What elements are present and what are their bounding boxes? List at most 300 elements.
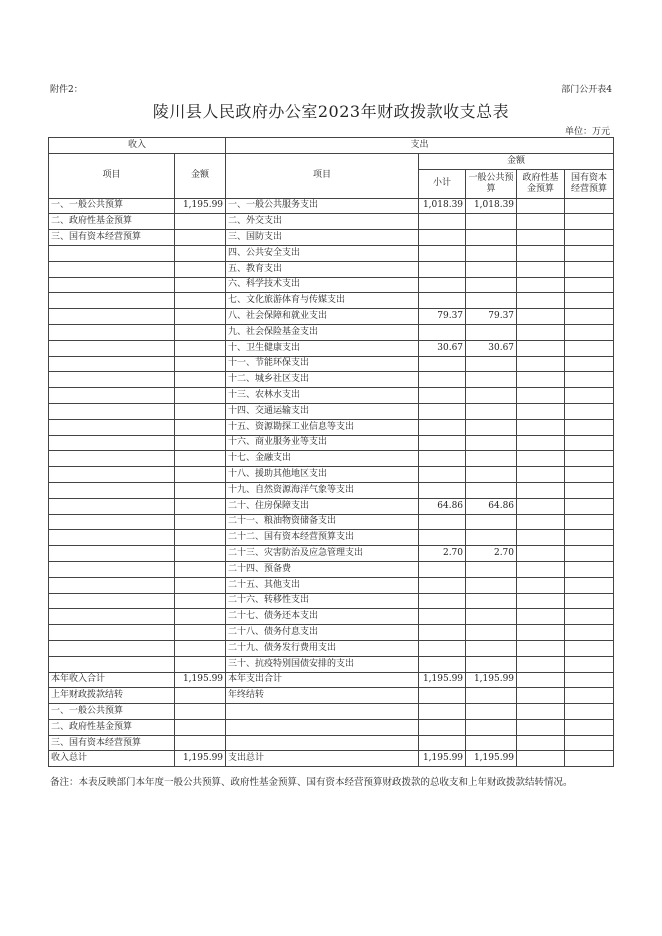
- income-item-cell: [49, 309, 175, 325]
- general-budget-cell: [466, 530, 517, 546]
- gov-fund-cell: [517, 230, 565, 246]
- income-amount-cell: [175, 372, 226, 388]
- gov-fund-cell: [517, 625, 565, 641]
- state-capital-cell: [565, 625, 614, 641]
- gov-fund-cell: [517, 688, 565, 704]
- income-item-cell: [49, 293, 175, 309]
- gov-fund-cell: [517, 403, 565, 419]
- income-item-cell: [49, 403, 175, 419]
- gov-fund-cell: [517, 719, 565, 735]
- income-amount-cell: [175, 688, 226, 704]
- income-amount-cell: [175, 514, 226, 530]
- subtotal-cell: [419, 451, 466, 467]
- income-amount-cell: [175, 277, 226, 293]
- gov-fund-cell: [517, 672, 565, 688]
- gov-fund-cell: [517, 435, 565, 451]
- state-capital-cell: [565, 214, 614, 230]
- expense-item-cell: 三十、抗疫特别国债安排的支出: [226, 656, 419, 672]
- state-capital-cell: [565, 451, 614, 467]
- income-item-cell: [49, 372, 175, 388]
- subtotal-cell: [419, 356, 466, 372]
- income-amount-cell: [175, 451, 226, 467]
- expense-item-cell: 二、外交支出: [226, 214, 419, 230]
- gov-fund-cell: [517, 577, 565, 593]
- gov-fund-cell: [517, 467, 565, 483]
- income-item-cell: [49, 340, 175, 356]
- income-amount-cell: 1,195.99: [175, 198, 226, 214]
- expense-item-cell: 二十五、其他支出: [226, 577, 419, 593]
- expense-item-cell: 一、一般公共服务支出: [226, 198, 419, 214]
- income-item-cell: [49, 609, 175, 625]
- expense-item-cell: 六、科学技术支出: [226, 277, 419, 293]
- income-amount-cell: [175, 577, 226, 593]
- income-amount-cell: [175, 546, 226, 562]
- expense-item-cell: 十九、自然资源海洋气象等支出: [226, 482, 419, 498]
- state-capital-cell: [565, 340, 614, 356]
- table-row: [49, 577, 614, 593]
- table-row: [49, 482, 614, 498]
- expense-item-cell: 年终结转: [226, 688, 419, 704]
- general-budget-cell: [466, 261, 517, 277]
- state-capital-cell: [565, 467, 614, 483]
- gov-fund-cell: [517, 388, 565, 404]
- table-row: [49, 435, 614, 451]
- general-budget-cell: [466, 214, 517, 230]
- state-capital-cell: [565, 245, 614, 261]
- table-row: [49, 467, 614, 483]
- table-row: [49, 640, 614, 656]
- table-row: [49, 403, 614, 419]
- state-capital-cell: [565, 498, 614, 514]
- gov-fund-cell: [517, 340, 565, 356]
- table-row: [49, 293, 614, 309]
- general-budget-cell: [466, 277, 517, 293]
- general-budget-cell: [466, 403, 517, 419]
- income-amount-cell: [175, 214, 226, 230]
- gov-fund-cell: [517, 356, 565, 372]
- gov-fund-cell: [517, 593, 565, 609]
- general-budget-cell: [466, 419, 517, 435]
- general-budget-cell: [466, 245, 517, 261]
- subtotal-cell: [419, 688, 466, 704]
- income-amount-cell: [175, 625, 226, 641]
- expense-item-cell: 十二、城乡社区支出: [226, 372, 419, 388]
- state-capital-cell: [565, 403, 614, 419]
- general-budget-cell: [466, 324, 517, 340]
- gov-fund-cell: [517, 514, 565, 530]
- general-budget-cell: 1,018.39: [466, 198, 517, 214]
- income-item-cell: [49, 577, 175, 593]
- gov-fund-cell: [517, 482, 565, 498]
- subtotal-cell: [419, 324, 466, 340]
- income-amount-cell: [175, 419, 226, 435]
- table-row: [49, 625, 614, 641]
- income-amount-cell: [175, 293, 226, 309]
- state-capital-cell: [565, 546, 614, 562]
- table-row: [49, 245, 614, 261]
- income-item-cell: [49, 561, 175, 577]
- expense-item-cell: 二十六、转移性支出: [226, 593, 419, 609]
- state-capital-cell: [565, 735, 614, 751]
- subtotal-cell: [419, 530, 466, 546]
- table-row: [49, 419, 614, 435]
- table-row: [49, 372, 614, 388]
- income-item-cell: [49, 546, 175, 562]
- table-row: [49, 751, 614, 767]
- subtotal-cell: [419, 467, 466, 483]
- income-amount-cell: [175, 735, 226, 751]
- state-capital-cell: [565, 419, 614, 435]
- expense-item-cell: 二十七、债务还本支出: [226, 609, 419, 625]
- income-amount-cell: 1,195.99: [175, 672, 226, 688]
- subtotal-cell: [419, 514, 466, 530]
- general-budget-cell: [466, 688, 517, 704]
- table-row: [49, 261, 614, 277]
- income-amount-cell: [175, 498, 226, 514]
- state-capital-cell: [565, 435, 614, 451]
- general-budget-cell: [466, 656, 517, 672]
- income-item-cell: 本年收入合计: [49, 672, 175, 688]
- subtotal-cell: [419, 261, 466, 277]
- general-budget-cell: [466, 451, 517, 467]
- general-budget-cell: [466, 609, 517, 625]
- gov-fund-cell: [517, 324, 565, 340]
- state-capital-cell: [565, 324, 614, 340]
- state-capital-cell: [565, 593, 614, 609]
- expense-item-cell: 二十、住房保障支出: [226, 498, 419, 514]
- income-item-cell: [49, 498, 175, 514]
- gov-fund-cell: [517, 640, 565, 656]
- state-capital-cell: [565, 388, 614, 404]
- state-capital-cell: [565, 704, 614, 720]
- general-budget-cell: 30.67: [466, 340, 517, 356]
- expense-item-cell: 十一、节能环保支出: [226, 356, 419, 372]
- table-row: [49, 214, 614, 230]
- income-item-cell: 二、政府性基金预算: [49, 214, 175, 230]
- gov-fund-cell: [517, 546, 565, 562]
- attachment-label: 附件2：: [50, 85, 83, 95]
- general-budget-cell: [466, 230, 517, 246]
- gov-fund-cell: [517, 277, 565, 293]
- income-item-cell: [49, 245, 175, 261]
- expense-item-cell: 八、社会保障和就业支出: [226, 309, 419, 325]
- income-amount-cell: [175, 640, 226, 656]
- subtotal-cell: 2.70: [419, 546, 466, 562]
- general-budget-cell: [466, 719, 517, 735]
- page-title: 陵川县人民政府办公室2023年财政拨款收支总表: [152, 102, 510, 121]
- expense-item-cell: 十六、商业服务业等支出: [226, 435, 419, 451]
- income-item-cell: 一、一般公共预算: [49, 704, 175, 720]
- income-item-cell: [49, 451, 175, 467]
- subtotal-cell: [419, 609, 466, 625]
- income-amount-cell: [175, 388, 226, 404]
- income-item-cell: 三、国有资本经营预算: [49, 735, 175, 751]
- subtotal-cell: 64.86: [419, 498, 466, 514]
- state-capital-cell: [565, 530, 614, 546]
- general-budget-cell: [466, 388, 517, 404]
- income-amount-cell: [175, 704, 226, 720]
- table-row: [49, 514, 614, 530]
- income-amount-cell: [175, 340, 226, 356]
- expense-item-header: 项目: [226, 153, 419, 198]
- general-budget-cell: [466, 372, 517, 388]
- unit-label: 单位：万元: [564, 127, 610, 137]
- income-item-header: 项目: [49, 153, 175, 198]
- subtotal-cell: [419, 482, 466, 498]
- table-row: [49, 719, 614, 735]
- table-row: [49, 735, 614, 751]
- subtotal-cell: [419, 372, 466, 388]
- state-capital-cell: [565, 482, 614, 498]
- subtotal-cell: [419, 388, 466, 404]
- subtotal-cell: [419, 625, 466, 641]
- income-item-cell: 一、一般公共预算: [49, 198, 175, 214]
- state-capital-cell: [565, 656, 614, 672]
- income-item-cell: [49, 435, 175, 451]
- state-capital-cell: [565, 230, 614, 246]
- general-budget-header: 一般公共预算: [466, 169, 517, 198]
- state-capital-cell: [565, 356, 614, 372]
- gov-fund-cell: [517, 198, 565, 214]
- budget-table: [48, 137, 614, 767]
- expense-item-cell: [226, 719, 419, 735]
- subtotal-header: 小计: [419, 169, 466, 198]
- income-item-cell: [49, 467, 175, 483]
- state-capital-cell: [565, 261, 614, 277]
- expense-item-cell: 三、国防支出: [226, 230, 419, 246]
- general-budget-cell: [466, 482, 517, 498]
- general-budget-cell: [466, 735, 517, 751]
- state-capital-cell: [565, 198, 614, 214]
- subtotal-cell: [419, 593, 466, 609]
- income-item-cell: [49, 514, 175, 530]
- income-item-cell: [49, 277, 175, 293]
- income-amount-cell: [175, 467, 226, 483]
- subtotal-cell: 1,195.99: [419, 672, 466, 688]
- table-row: [49, 546, 614, 562]
- table-row: [49, 704, 614, 720]
- table-row: [49, 561, 614, 577]
- gov-fund-header: 政府性基金预算: [517, 169, 565, 198]
- income-item-cell: [49, 482, 175, 498]
- state-capital-cell: [565, 277, 614, 293]
- gov-fund-cell: [517, 293, 565, 309]
- general-budget-cell: [466, 293, 517, 309]
- general-budget-cell: [466, 640, 517, 656]
- general-budget-cell: [466, 593, 517, 609]
- state-capital-cell: [565, 372, 614, 388]
- general-budget-cell: [466, 704, 517, 720]
- footnote: 备注：本表反映部门本年度一般公共预算、政府性基金预算、国有资本经营预算财政拨款的总收支和上年财政拨款结转情况。: [50, 777, 573, 788]
- expense-item-cell: 十五、资源勘探工业信息等支出: [226, 419, 419, 435]
- gov-fund-cell: [517, 751, 565, 767]
- income-item-cell: [49, 356, 175, 372]
- table-body: [49, 198, 614, 767]
- subtotal-cell: [419, 245, 466, 261]
- expense-item-cell: 二十四、预备费: [226, 561, 419, 577]
- subtotal-cell: [419, 656, 466, 672]
- subtotal-cell: 1,018.39: [419, 198, 466, 214]
- general-budget-cell: [466, 577, 517, 593]
- expense-header: 支出: [226, 138, 614, 154]
- income-item-cell: [49, 625, 175, 641]
- income-amount-cell: [175, 593, 226, 609]
- income-item-cell: 三、国有资本经营预算: [49, 230, 175, 246]
- general-budget-cell: [466, 625, 517, 641]
- gov-fund-cell: [517, 704, 565, 720]
- general-budget-cell: 1,195.99: [466, 751, 517, 767]
- gov-fund-cell: [517, 214, 565, 230]
- income-amount-cell: 1,195.99: [175, 751, 226, 767]
- subtotal-cell: [419, 640, 466, 656]
- income-amount-cell: [175, 230, 226, 246]
- general-budget-cell: [466, 561, 517, 577]
- income-amount-cell: [175, 356, 226, 372]
- subtotal-cell: [419, 403, 466, 419]
- table-row: [49, 609, 614, 625]
- income-amount-cell: [175, 482, 226, 498]
- gov-fund-cell: [517, 309, 565, 325]
- subtotal-cell: [419, 719, 466, 735]
- income-header: 收入: [49, 138, 226, 154]
- expense-item-cell: 二十三、灾害防治及应急管理支出: [226, 546, 419, 562]
- income-item-cell: [49, 261, 175, 277]
- income-item-cell: [49, 388, 175, 404]
- subtotal-cell: 1,195.99: [419, 751, 466, 767]
- expense-item-cell: 十、卫生健康支出: [226, 340, 419, 356]
- expense-item-cell: 五、教育支出: [226, 261, 419, 277]
- general-budget-cell: 2.70: [466, 546, 517, 562]
- subtotal-cell: [419, 230, 466, 246]
- general-budget-cell: [466, 514, 517, 530]
- general-budget-cell: 79.37: [466, 309, 517, 325]
- form-code: 部门公开表4: [561, 85, 612, 95]
- table-row: [49, 498, 614, 514]
- gov-fund-cell: [517, 735, 565, 751]
- income-amount-cell: [175, 261, 226, 277]
- subtotal-cell: 30.67: [419, 340, 466, 356]
- income-amount-cell: [175, 309, 226, 325]
- table-row: [49, 324, 614, 340]
- income-item-cell: [49, 530, 175, 546]
- expense-item-cell: [226, 704, 419, 720]
- table-row: [49, 688, 614, 704]
- income-amount-cell: [175, 719, 226, 735]
- table-row: [49, 388, 614, 404]
- expense-item-cell: 十八、援助其他地区支出: [226, 467, 419, 483]
- general-budget-cell: [466, 356, 517, 372]
- expense-item-cell: 二十八、债务付息支出: [226, 625, 419, 641]
- table-row: [49, 198, 614, 214]
- table-row: [49, 672, 614, 688]
- income-item-cell: [49, 656, 175, 672]
- income-amount-cell: [175, 245, 226, 261]
- expense-item-cell: [226, 735, 419, 751]
- expense-item-cell: 二十九、债务发行费用支出: [226, 640, 419, 656]
- income-amount-cell: [175, 609, 226, 625]
- state-capital-header: 国有资本经营预算: [565, 169, 614, 198]
- subtotal-cell: [419, 435, 466, 451]
- gov-fund-cell: [517, 245, 565, 261]
- table-row: [49, 309, 614, 325]
- subtotal-cell: [419, 214, 466, 230]
- expense-item-cell: 四、公共安全支出: [226, 245, 419, 261]
- income-item-cell: 上年财政拨款结转: [49, 688, 175, 704]
- gov-fund-cell: [517, 498, 565, 514]
- income-amount-cell: [175, 561, 226, 577]
- expense-item-cell: 十七、金融支出: [226, 451, 419, 467]
- income-item-cell: [49, 593, 175, 609]
- state-capital-cell: [565, 640, 614, 656]
- expense-item-cell: 支出总计: [226, 751, 419, 767]
- state-capital-cell: [565, 751, 614, 767]
- gov-fund-cell: [517, 261, 565, 277]
- income-amount-cell: [175, 656, 226, 672]
- income-item-cell: 二、政府性基金预算: [49, 719, 175, 735]
- gov-fund-cell: [517, 609, 565, 625]
- table-row: [49, 230, 614, 246]
- state-capital-cell: [565, 514, 614, 530]
- table-row: [49, 277, 614, 293]
- expense-item-cell: 二十一、粮油物资储备支出: [226, 514, 419, 530]
- gov-fund-cell: [517, 530, 565, 546]
- state-capital-cell: [565, 561, 614, 577]
- table-row: [49, 340, 614, 356]
- expense-item-cell: 九、社会保险基金支出: [226, 324, 419, 340]
- expense-item-cell: 本年支出合计: [226, 672, 419, 688]
- expense-item-cell: 七、文化旅游体育与传媒支出: [226, 293, 419, 309]
- table-row: [49, 451, 614, 467]
- gov-fund-cell: [517, 372, 565, 388]
- general-budget-cell: [466, 435, 517, 451]
- income-item-cell: 收入总计: [49, 751, 175, 767]
- income-item-cell: [49, 419, 175, 435]
- state-capital-cell: [565, 672, 614, 688]
- gov-fund-cell: [517, 656, 565, 672]
- income-item-cell: [49, 640, 175, 656]
- subtotal-cell: [419, 293, 466, 309]
- state-capital-cell: [565, 293, 614, 309]
- gov-fund-cell: [517, 419, 565, 435]
- expense-item-cell: 二十二、国有资本经营预算支出: [226, 530, 419, 546]
- state-capital-cell: [565, 609, 614, 625]
- income-amount-cell: [175, 530, 226, 546]
- table-row: [49, 530, 614, 546]
- state-capital-cell: [565, 309, 614, 325]
- general-budget-cell: 64.86: [466, 498, 517, 514]
- general-budget-cell: 1,195.99: [466, 672, 517, 688]
- income-amount-cell: [175, 435, 226, 451]
- subtotal-cell: [419, 735, 466, 751]
- expense-item-cell: 十三、农林水支出: [226, 388, 419, 404]
- general-budget-cell: [466, 467, 517, 483]
- state-capital-cell: [565, 577, 614, 593]
- state-capital-cell: [565, 719, 614, 735]
- table-row: [49, 593, 614, 609]
- income-amount-cell: [175, 324, 226, 340]
- subtotal-cell: [419, 561, 466, 577]
- income-amount-cell: [175, 403, 226, 419]
- table-row: [49, 356, 614, 372]
- subtotal-cell: [419, 704, 466, 720]
- subtotal-cell: [419, 419, 466, 435]
- subtotal-cell: [419, 577, 466, 593]
- gov-fund-cell: [517, 561, 565, 577]
- gov-fund-cell: [517, 451, 565, 467]
- income-amount-header: 金额: [175, 153, 226, 198]
- subtotal-cell: [419, 277, 466, 293]
- expense-item-cell: 十四、交通运输支出: [226, 403, 419, 419]
